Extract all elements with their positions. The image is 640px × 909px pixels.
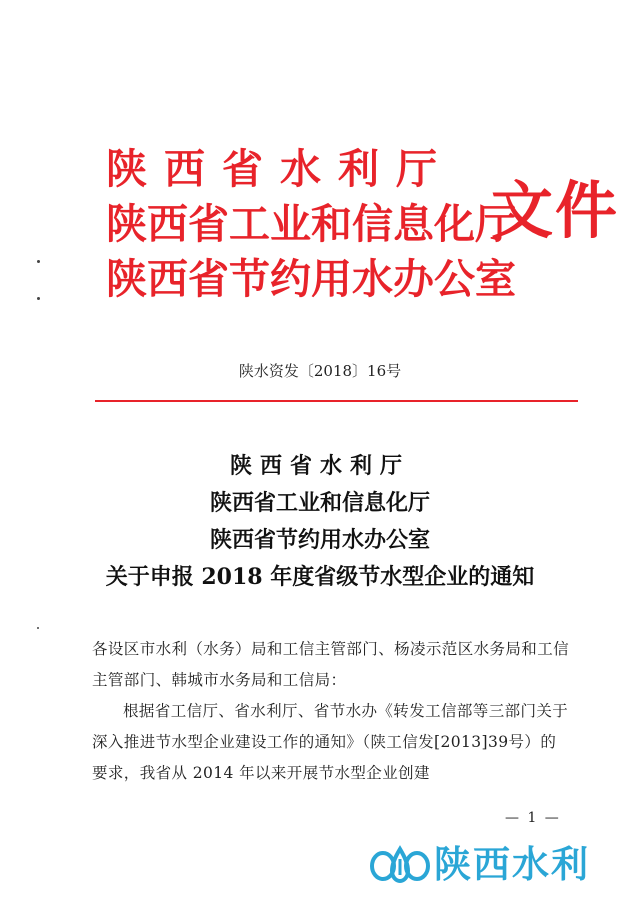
watermark — [370, 843, 590, 887]
title-line: 陕西省节约用水办公室 — [209, 527, 430, 553]
salutation-paragraph: 各设区市水利（水务）局和工信主管部门、杨凌示范区水务局和工信主管部门、韩城市水务局和工信局： — [92, 640, 570, 689]
issuing-agencies — [106, 142, 516, 307]
scan-speck — [37, 627, 39, 629]
notice-body — [92, 634, 572, 789]
red-divider-line — [95, 400, 578, 402]
page-number: — 1 — — [505, 810, 561, 826]
title-line: 陕西省水利厅 — [229, 453, 410, 479]
title-line: 关于申报 2018 年度省级节水型企业的通知 — [105, 564, 535, 590]
watermark-text: 陕西水利 — [434, 843, 590, 886]
agency-water-saving-office: 陕西省节约用水办公室 — [106, 255, 516, 303]
document-type-label: 文件 — [491, 174, 620, 247]
notice-title — [0, 448, 640, 596]
title-line: 陕西省工业和信息化厅 — [209, 490, 430, 516]
scan-speck — [37, 297, 40, 300]
agency-water-resources: 陕西省水利厅 — [106, 145, 454, 193]
body-paragraph: 根据省工信厅、省水利厅、省节水办《转发工信部等三部门关于深入推进节水型企业建设工作的通知》（陕工信发[2013]39号）的要求，我省从 2014 年以来开展节水型企业创建 — [92, 702, 569, 782]
document-number: 陕水资发〔2018〕16号 — [238, 362, 402, 380]
water-drop-logo-icon — [370, 845, 430, 885]
agency-industry-it: 陕西省工业和信息化厅 — [106, 200, 516, 248]
scan-speck — [37, 260, 40, 263]
